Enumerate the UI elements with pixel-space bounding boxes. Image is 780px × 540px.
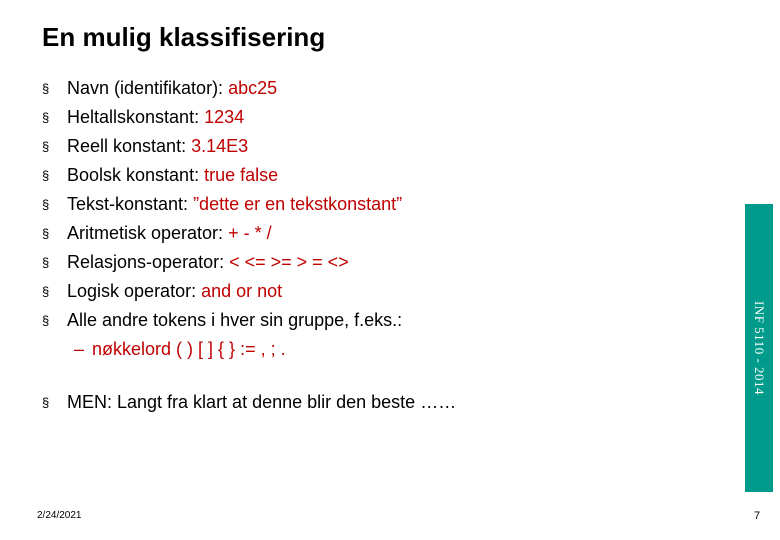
bullet-item (42, 74, 402, 103)
bullet-item (42, 103, 402, 132)
dash-icon: – (74, 339, 85, 359)
bullet-icon: § (42, 81, 50, 96)
bullet-value: true false (204, 165, 279, 185)
bullet-item (42, 306, 402, 335)
bullet-value: ”dette er en tekstkonstant” (193, 194, 403, 214)
bullet-icon: § (42, 168, 50, 183)
bullet-icon: § (42, 226, 50, 241)
bullet-icon: § (42, 395, 50, 410)
page-number: 7 (754, 510, 761, 522)
bullet-item (42, 219, 402, 248)
bullet-icon: § (42, 139, 50, 154)
sub-bullet-text: nøkkelord ( ) [ ] { } := , ; . (92, 339, 286, 359)
footer-date: 2/24/2021 (37, 510, 82, 521)
bullet-icon: § (42, 255, 50, 270)
course-label: INF 5110 - 2014 (752, 300, 767, 396)
slide-title: En mulig klassifisering (42, 22, 326, 52)
bullet-label: Heltallskonstant: (67, 107, 205, 127)
bullet-label: Boolsk konstant: (67, 165, 205, 185)
bullet-label: Relasjons-operator: (67, 252, 230, 272)
bullet-item (42, 161, 402, 190)
men-bullet-text: MEN: Langt fra klart at denne blir den beste …… (67, 392, 457, 412)
bullet-icon: § (42, 313, 50, 328)
bullet-icon: § (42, 284, 50, 299)
bullet-icon: § (42, 110, 50, 125)
bullet-label: Alle andre tokens i hver sin gruppe, f.eks.: (67, 310, 403, 330)
bullet-value: and or not (201, 281, 283, 301)
bullet-item (42, 190, 402, 219)
bullet-value: + - * / (228, 223, 272, 243)
bullet-label: Navn (identifikator): (67, 78, 229, 98)
bullet-value: < <= >= > = <> (229, 252, 349, 272)
men-bullet (42, 388, 456, 417)
bullet-value: 3.14E3 (191, 136, 249, 156)
bullet-value: 1234 (204, 107, 245, 127)
bullet-label: Reell konstant: (67, 136, 192, 156)
bullet-item (42, 277, 402, 306)
bullet-label: Tekst-konstant: (67, 194, 194, 214)
bullet-label: Logisk operator: (67, 281, 202, 301)
bullet-value: abc25 (228, 78, 278, 98)
sub-bullet-item (42, 335, 402, 364)
bullet-label: Aritmetisk operator: (67, 223, 229, 243)
bullet-item (42, 132, 402, 161)
course-side-bar (745, 204, 773, 492)
bullet-item (42, 248, 402, 277)
bullet-icon: § (42, 197, 50, 212)
bullet-list (42, 74, 402, 364)
